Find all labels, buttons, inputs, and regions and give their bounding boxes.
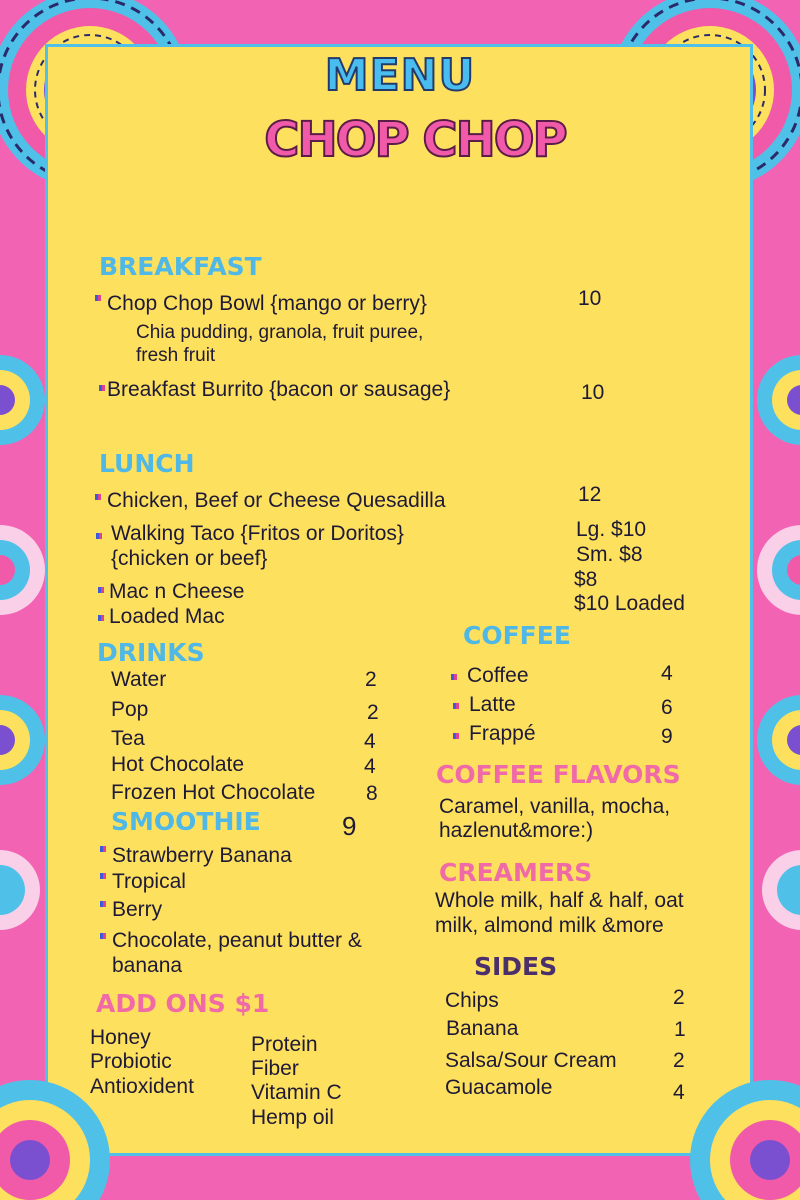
sides-heading: SIDES bbox=[474, 952, 558, 981]
creamers-text: Whole milk, half & half, oat bbox=[435, 889, 684, 912]
add-on-item: Protein bbox=[251, 1033, 318, 1056]
add-on-item: Fiber bbox=[251, 1057, 299, 1080]
bullet-icon bbox=[453, 733, 459, 739]
coffee-heading: COFFEE bbox=[463, 621, 571, 650]
coffee-flavors-text: hazlenut&more:) bbox=[439, 819, 594, 842]
menu-item-price: $10 Loaded bbox=[574, 592, 685, 615]
menu-item-name: Frappé bbox=[469, 722, 536, 745]
menu-item-name: Frozen Hot Chocolate bbox=[111, 781, 316, 804]
menu-item-price: Sm. $8 bbox=[576, 543, 643, 566]
menu-item-price: 10 bbox=[578, 287, 602, 310]
menu-item-price: 10 bbox=[581, 381, 605, 404]
menu-item-price: 1 bbox=[674, 1018, 686, 1041]
bullet-icon bbox=[95, 295, 101, 301]
smoothie-price: 9 bbox=[342, 811, 357, 841]
menu-item-name: Loaded Mac bbox=[109, 605, 225, 628]
menu-item-name: Banana bbox=[446, 1017, 519, 1040]
smoothie-item: Tropical bbox=[112, 870, 186, 893]
mandala-decoration-bottom-right bbox=[680, 1050, 800, 1200]
creamers-heading: CREAMERS bbox=[439, 858, 593, 887]
bullet-icon bbox=[100, 846, 106, 852]
menu-item-desc: Chia pudding, granola, fruit puree, bbox=[136, 322, 424, 343]
menu-item-name: {chicken or beef} bbox=[111, 547, 268, 570]
menu-item-name: Coffee bbox=[467, 664, 529, 687]
coffee-flavors-text: Caramel, vanilla, mocha, bbox=[439, 795, 671, 818]
menu-item-price: 4 bbox=[673, 1081, 685, 1104]
menu-item-price: 4 bbox=[661, 662, 673, 685]
smoothie-item: Strawberry Banana bbox=[112, 844, 292, 867]
breakfast-heading: BREAKFAST bbox=[99, 252, 262, 281]
lunch-heading: LUNCH bbox=[99, 449, 195, 478]
coffee-flavors-heading: COFFEE FLAVORS bbox=[436, 760, 681, 789]
menu-item-price: $8 bbox=[574, 568, 598, 591]
menu-item-name: Chop Chop Bowl {mango or berry} bbox=[107, 292, 427, 315]
mandala-decoration-left-edge bbox=[0, 320, 50, 940]
add-on-item: Vitamin C bbox=[251, 1081, 342, 1104]
menu-item-name: Latte bbox=[469, 693, 516, 716]
mandala-decoration-right-edge bbox=[752, 320, 800, 940]
add-on-item: Probiotic bbox=[90, 1050, 172, 1073]
bullet-icon bbox=[100, 873, 106, 879]
menu-item-name: Chips bbox=[445, 989, 499, 1012]
bullet-icon bbox=[96, 533, 102, 539]
menu-item-price: 8 bbox=[366, 782, 378, 805]
menu-title: MENU bbox=[324, 50, 476, 101]
bullet-icon bbox=[98, 615, 104, 621]
menu-item-price: Lg. $10 bbox=[576, 518, 647, 541]
menu-item-name: Mac n Cheese bbox=[109, 580, 245, 603]
restaurant-name: CHOP CHOP bbox=[264, 112, 566, 168]
menu-item-name: Chicken, Beef or Cheese Quesadilla bbox=[107, 489, 446, 512]
bullet-icon bbox=[100, 933, 106, 939]
smoothie-heading: SMOOTHIE bbox=[111, 807, 261, 836]
drinks-heading: DRINKS bbox=[97, 638, 205, 667]
menu-item-name: Breakfast Burrito {bacon or sausage} bbox=[107, 378, 451, 401]
menu-item-name: Hot Chocolate bbox=[111, 753, 245, 776]
smoothie-item: banana bbox=[112, 954, 183, 977]
menu-item-price: 2 bbox=[365, 668, 377, 691]
bullet-icon bbox=[100, 901, 106, 907]
bullet-icon bbox=[451, 674, 457, 680]
menu-item-price: 6 bbox=[661, 696, 673, 719]
add-on-item: Antioxident bbox=[90, 1075, 194, 1098]
add-on-item: Honey bbox=[90, 1026, 151, 1049]
menu-item-name: Guacamole bbox=[445, 1076, 553, 1099]
menu-item-name: Walking Taco {Fritos or Doritos} bbox=[111, 522, 404, 545]
menu-item-name: Salsa/Sour Cream bbox=[445, 1049, 617, 1072]
menu-item-price: 2 bbox=[367, 701, 379, 724]
menu-item-price: 12 bbox=[578, 483, 602, 506]
smoothie-item: Berry bbox=[112, 898, 163, 921]
menu-item-name: Water bbox=[111, 668, 167, 691]
bullet-icon bbox=[99, 385, 105, 391]
menu-item-price: 4 bbox=[364, 755, 376, 778]
bullet-icon bbox=[98, 587, 104, 593]
bullet-icon bbox=[453, 703, 459, 709]
bullet-icon bbox=[95, 494, 101, 500]
menu-item-price: 2 bbox=[673, 1049, 685, 1072]
add-ons-heading: ADD ONS $1 bbox=[96, 989, 270, 1018]
menu-item-price: 9 bbox=[661, 725, 673, 748]
add-on-item: Hemp oil bbox=[251, 1106, 334, 1129]
creamers-text: milk, almond milk &more bbox=[435, 914, 664, 937]
menu-item-desc: fresh fruit bbox=[136, 345, 216, 366]
menu-item-price: 2 bbox=[673, 986, 685, 1009]
menu-item-name: Tea bbox=[111, 727, 145, 750]
menu-item-name: Pop bbox=[111, 698, 149, 721]
menu-item-price: 4 bbox=[364, 730, 376, 753]
smoothie-item: Chocolate, peanut butter & bbox=[112, 929, 362, 952]
